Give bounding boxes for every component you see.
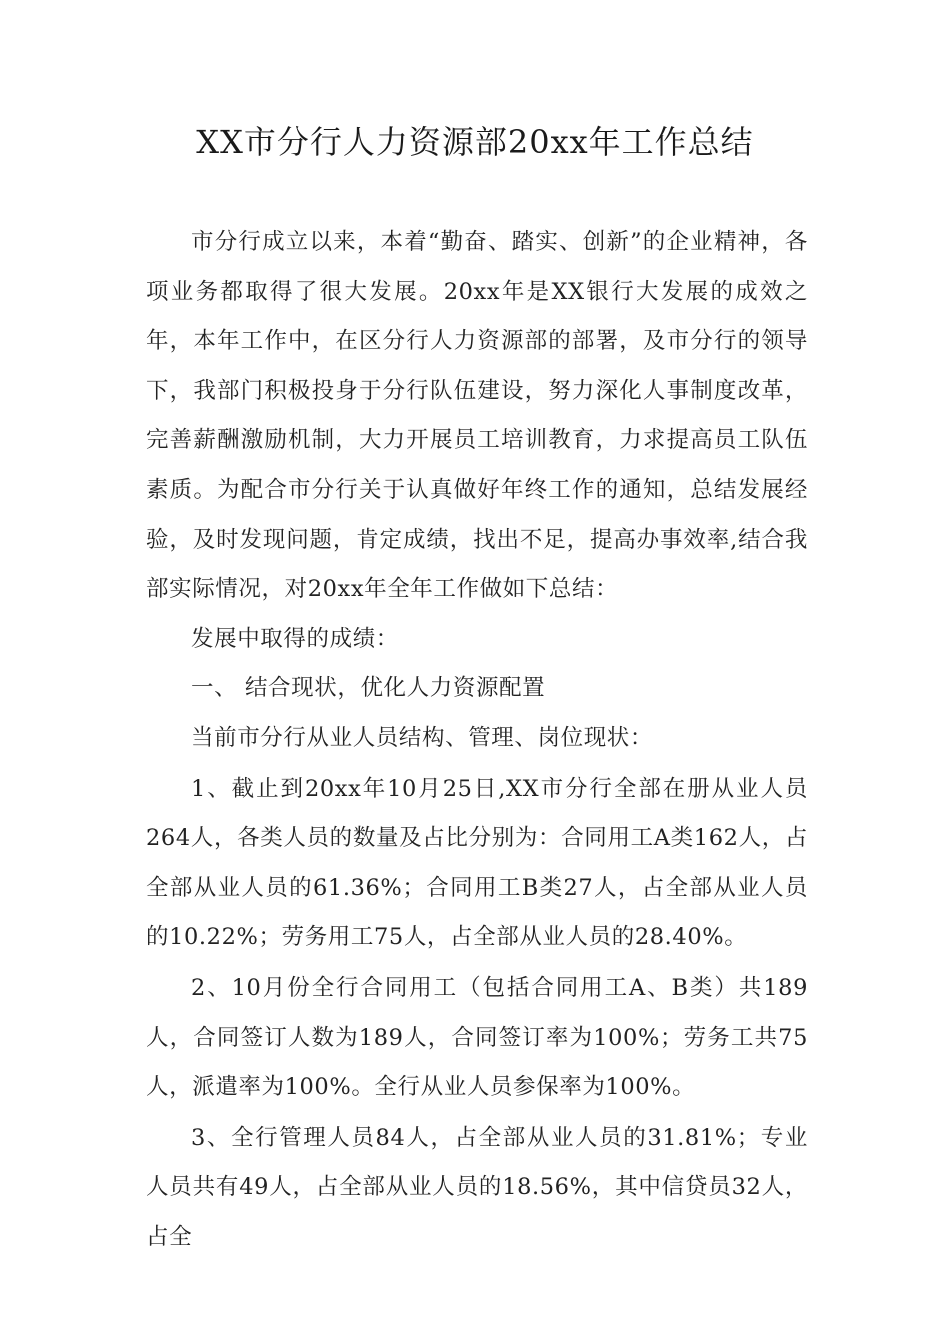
document-title: XX市分行人力资源部20xx年工作总结 [196,123,754,161]
document-body [146,218,808,1262]
section-heading-1: 一、 结合现状，优化人力资源配置 [191,675,546,702]
paragraph-item-1: 1、截止到20xx年10月25日,XX市分行全部在册从业人员264人，各类人员的数量及占比分别为：合同用工A类162人，占全部从业人员的61.36%；合同用工B类27人，占全部从业人员的10.22%；劳务用工75人，占全部从业人员的28.40%。 [146,775,808,951]
paragraph-item-2: 2、10月份全行合同用工（包括合同用工A、B类）共189人，合同签订人数为189人，合同签订率为100%；劳务工共75人，派遣率为100%。全行从业人员参保率为100%。 [146,974,808,1101]
paragraph-current-status: 当前市分行从业人员结构、管理、岗位现状： [191,724,654,751]
paragraph-achievements-heading: 发展中取得的成绩： [191,625,399,652]
paragraph-item-3: 3、全行管理人员84人，占全部从业人员的31.81%；专业人员共有49人，占全部从业人员的18.56%，其中信贷员32人，占全 [146,1124,808,1250]
paragraph-intro: 市分行成立以来，本着“勤奋、踏实、创新”的企业精神，各项业务都取得了很大发展。20xx年是XX银行大发展的成效之年，本年工作中，在区分行人力资源部的部署，及市分行的领导下，我部门积极投身于分行队伍建设，努力深化人事制度改革，完善薪酬激励机制，大力开展员工培训教育，力求提高员工队伍素质。为配合市分行关于认真做好年终工作的通知，总结发展经验，及时发现问题，肯定成绩，找出不足，提高办事效率,结合我部实际情况，对20xx年全年工作做如下总结： [146,229,808,603]
